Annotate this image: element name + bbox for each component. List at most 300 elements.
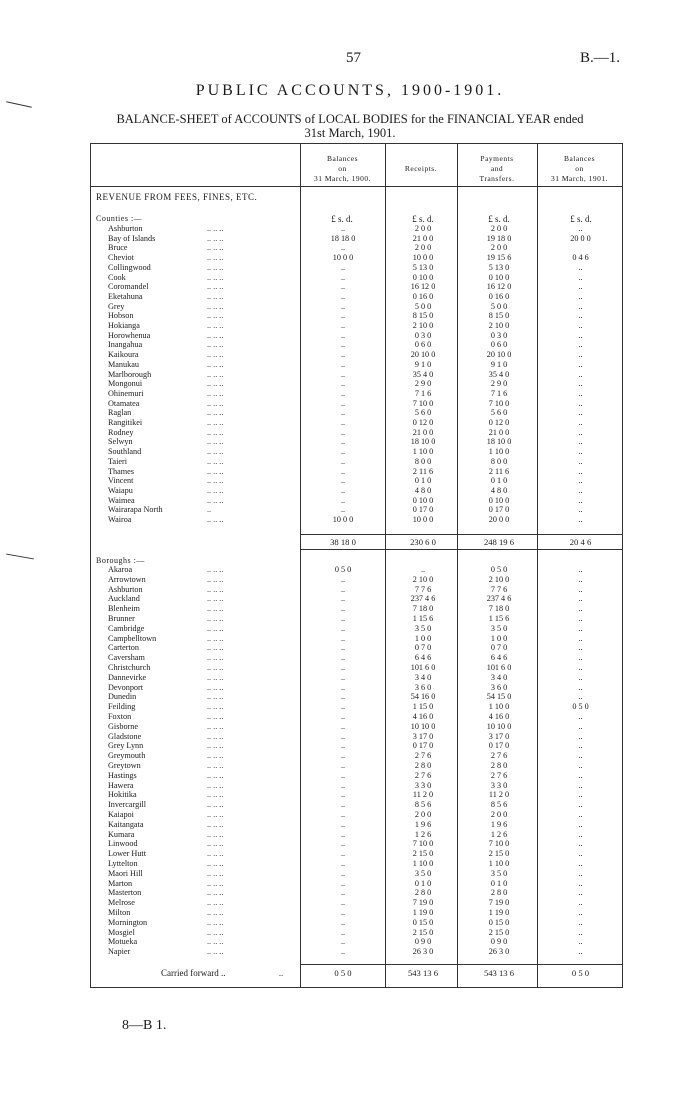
cell-opening-balance: .. — [340, 495, 346, 505]
row-leader-dots: .. .. .. — [207, 427, 224, 437]
table-row — [91, 742, 622, 751]
cell-closing-balance: .. — [578, 330, 583, 340]
cell-closing-balance: .. — [578, 359, 583, 369]
row-leader-dots: .. .. .. — [207, 262, 224, 272]
cell-opening-balance: .. — [340, 898, 346, 908]
cell-payments: 237 4 6 — [486, 594, 512, 604]
cell-payments: 0 12 0 — [488, 418, 510, 427]
row-leader-dots: .. .. .. — [207, 672, 224, 682]
row-leader-dots: .. .. .. — [207, 369, 224, 379]
row-leader-dots: .. .. .. — [207, 379, 224, 389]
table-row — [91, 870, 622, 879]
cell-payments: 2 0 0 — [490, 224, 508, 233]
table-row — [91, 625, 622, 634]
cell-closing-balance: .. — [578, 476, 583, 486]
table-row — [91, 303, 622, 312]
cell-payments: 2 9 0 — [490, 379, 508, 389]
table-row — [91, 312, 622, 321]
row-name: Caversham — [108, 653, 145, 663]
cell-opening-balance: .. — [340, 927, 346, 937]
row-name: Collingwood — [108, 262, 151, 272]
cell-closing-balance: 0 5 0 — [572, 702, 589, 712]
row-name: Milton — [108, 908, 131, 917]
page-number: 57 — [346, 50, 361, 66]
cell-payments: 19 18 0 — [486, 233, 512, 243]
table-row — [91, 909, 622, 918]
row-leader-dots: .. .. .. — [207, 741, 224, 751]
table-row — [91, 703, 622, 712]
row-name: Mosgiel — [108, 927, 135, 937]
row-leader-dots: .. .. .. — [207, 819, 224, 829]
cell-closing-balance: .. — [578, 565, 583, 574]
table-row — [91, 811, 622, 820]
row-name: Horowhenua — [108, 330, 151, 340]
table-row — [91, 782, 622, 791]
cell-opening-balance: 18 18 0 — [330, 233, 356, 243]
cell-receipts: 10 0 0 — [412, 253, 434, 263]
row-name: Marton — [108, 878, 133, 888]
cell-opening-balance: .. — [340, 633, 346, 643]
row-leader-dots: .. .. .. — [207, 623, 224, 633]
cell-receipts: 1 9 6 — [414, 819, 432, 829]
cell-opening-balance: .. — [340, 224, 346, 233]
cell-closing-balance: .. — [578, 340, 583, 350]
cell-receipts: 0 16 0 — [412, 291, 434, 301]
cell-receipts: 9 1 0 — [414, 359, 432, 369]
cell-payments: 7 19 0 — [488, 898, 510, 908]
row-name: Wairoa — [108, 515, 132, 524]
cell-opening-balance: .. — [340, 819, 346, 829]
row-name: Invercargill — [108, 800, 147, 810]
cell-payments: 1 15 6 — [488, 614, 510, 623]
cell-payments: 2 11 6 — [488, 466, 510, 476]
cell-closing-balance: 0 4 6 — [572, 253, 589, 263]
subtitle-line-1: BALANCE-SHEET of ACCOUNTS of LOCAL BODIES for the FINANCIAL YEAR ended — [116, 112, 584, 126]
column-header-line: on — [575, 164, 584, 173]
table-row — [91, 752, 622, 761]
margin-mark — [6, 101, 32, 107]
cell-opening-balance: .. — [340, 937, 346, 947]
row-name: Napier — [108, 947, 131, 957]
cell-closing-balance: .. — [578, 731, 583, 741]
cell-payments: 11 2 0 — [488, 790, 510, 800]
cell-receipts: 7 10 0 — [412, 839, 434, 849]
cell-receipts: 35 4 0 — [412, 369, 434, 379]
table-row — [91, 566, 622, 575]
carried-forward-receipts: 543 13 6 — [407, 968, 439, 978]
cell-receipts: 2 7 6 — [414, 770, 432, 780]
cell-closing-balance: .. — [578, 682, 583, 692]
row-leader-dots: .. .. .. — [207, 584, 224, 594]
table-row — [91, 506, 622, 515]
cell-payments: 4 8 0 — [490, 485, 508, 495]
cell-payments: 8 0 0 — [490, 456, 508, 466]
page-footer: 8—B 1. — [122, 1018, 167, 1033]
cell-receipts: 7 19 0 — [412, 898, 434, 908]
cell-receipts: 3 4 0 — [414, 672, 432, 682]
cell-payments: 3 4 0 — [490, 672, 508, 682]
row-leader-dots: .. .. .. — [207, 398, 224, 408]
cell-opening-balance: .. — [340, 770, 346, 780]
cell-opening-balance: .. — [340, 350, 346, 360]
table-row — [91, 458, 622, 467]
cell-payments: 0 6 0 — [490, 340, 508, 350]
cell-opening-balance: .. — [340, 672, 346, 682]
cell-closing-balance: .. — [578, 819, 583, 829]
cell-opening-balance: .. — [340, 859, 346, 868]
cell-closing-balance: .. — [578, 623, 583, 633]
row-name: Cheviot — [108, 253, 134, 263]
balance-sheet-table — [90, 143, 623, 988]
table-row — [91, 409, 622, 418]
cell-closing-balance: .. — [578, 408, 583, 418]
cell-payments: 0 9 0 — [490, 937, 508, 947]
cell-opening-balance: .. — [340, 614, 346, 623]
cell-closing-balance: .. — [578, 594, 583, 604]
cell-receipts: 20 10 0 — [410, 350, 436, 360]
row-leader-dots: .. .. .. — [207, 330, 224, 340]
cell-closing-balance: .. — [578, 301, 583, 311]
row-leader-dots: .. .. .. — [207, 927, 224, 937]
row-leader-dots: .. .. .. — [207, 682, 224, 692]
row-leader-dots: .. .. .. — [207, 291, 224, 301]
row-name: Waiapu — [108, 485, 133, 495]
column-header-opening-balances — [300, 154, 385, 184]
cell-opening-balance: .. — [340, 447, 346, 457]
row-name: Linwood — [108, 839, 138, 849]
row-name: Bay of Islands — [108, 233, 156, 243]
cell-payments: 1 19 0 — [488, 908, 510, 917]
cell-payments: 18 10 0 — [486, 437, 512, 447]
row-leader-dots: .. .. .. — [207, 761, 224, 770]
table-row — [91, 225, 622, 234]
cell-receipts: 101 6 0 — [410, 663, 436, 672]
cell-receipts: 16 12 0 — [410, 282, 436, 292]
row-name: Rangitikei — [108, 418, 143, 427]
cell-opening-balance: .. — [340, 398, 346, 408]
cell-closing-balance: .. — [578, 447, 583, 457]
unit-header: £ s. d. — [570, 214, 592, 224]
cell-payments: 1 9 6 — [490, 819, 508, 829]
row-name: Mongonui — [108, 379, 143, 389]
cell-opening-balance: .. — [340, 604, 346, 614]
cell-closing-balance: .. — [578, 604, 583, 614]
document-reference: B.—1. — [580, 50, 621, 66]
cell-closing-balance: .. — [578, 495, 583, 505]
row-leader-dots: .. .. .. — [207, 233, 224, 243]
row-name: Gladstone — [108, 731, 142, 741]
carried-forward-label: Carried forward .. — [161, 968, 226, 978]
row-leader-dots: .. .. .. — [207, 495, 224, 505]
table-row — [91, 254, 622, 263]
cell-receipts: 18 10 0 — [410, 437, 436, 447]
cell-receipts: 3 3 0 — [414, 780, 432, 790]
cell-closing-balance: .. — [578, 418, 583, 427]
row-name: Manukau — [108, 359, 139, 369]
row-leader-dots: .. .. .. — [207, 859, 224, 868]
table-row — [91, 477, 622, 486]
table-row — [91, 468, 622, 477]
row-name: Hawera — [108, 780, 134, 790]
cell-closing-balance: .. — [578, 262, 583, 272]
cell-opening-balance: .. — [340, 437, 346, 447]
cell-closing-balance: .. — [578, 692, 583, 702]
cell-closing-balance: .. — [578, 291, 583, 301]
cell-closing-balance: .. — [578, 868, 583, 878]
cell-payments: 5 13 0 — [488, 262, 510, 272]
cell-opening-balance: .. — [340, 741, 346, 751]
cell-opening-balance: .. — [340, 330, 346, 340]
counties-heading: Counties :— — [96, 214, 143, 223]
cell-payments: 7 7 6 — [490, 584, 508, 594]
boroughs-heading: Boroughs :— — [96, 556, 145, 565]
cell-opening-balance: .. — [340, 682, 346, 692]
cell-opening-balance: .. — [340, 301, 346, 311]
cell-receipts: 1 2 6 — [414, 829, 432, 839]
row-name: Grey — [108, 301, 125, 311]
cell-opening-balance: .. — [340, 829, 346, 839]
cell-closing-balance: .. — [578, 839, 583, 849]
table-row — [91, 341, 622, 350]
cell-receipts: 2 0 0 — [414, 243, 432, 253]
row-name: Kaitangata — [108, 819, 144, 829]
row-name: Kumara — [108, 829, 135, 839]
cell-opening-balance: .. — [340, 311, 346, 321]
cell-receipts: 1 19 0 — [412, 908, 434, 917]
cell-receipts: 54 16 0 — [410, 692, 436, 702]
row-name: Hastings — [108, 770, 137, 780]
column-header-line: Receipts. — [404, 164, 438, 173]
table-row — [91, 733, 622, 742]
page-title: PUBLIC ACCOUNTS, 1900-1901. — [195, 82, 505, 99]
cell-receipts: 10 10 0 — [410, 721, 436, 731]
row-leader-dots: .. .. .. — [207, 663, 224, 672]
subtotal-rule — [300, 534, 622, 535]
cell-closing-balance: .. — [578, 643, 583, 653]
cell-receipts: 3 5 0 — [414, 623, 432, 633]
row-leader-dots: .. .. .. — [207, 350, 224, 360]
table-row — [91, 762, 622, 771]
cell-opening-balance: .. — [340, 780, 346, 790]
cell-payments: 2 10 0 — [488, 321, 510, 330]
cell-payments: 2 7 6 — [490, 751, 508, 761]
cell-receipts: 0 12 0 — [412, 418, 434, 427]
cell-closing-balance: .. — [578, 515, 583, 524]
counties-total-opening: 38 18 0 — [330, 537, 356, 547]
cell-payments: 7 18 0 — [488, 604, 510, 614]
row-leader-dots: .. .. .. — [207, 224, 224, 233]
cell-closing-balance: .. — [578, 663, 583, 672]
row-name: Maori Hill — [108, 868, 143, 878]
table-row — [91, 361, 622, 370]
cell-receipts: 2 11 6 — [412, 466, 434, 476]
row-leader-dots: .. .. .. — [207, 692, 224, 702]
cell-payments: 0 17 0 — [488, 741, 510, 751]
cell-closing-balance: .. — [578, 633, 583, 643]
row-leader-dots: .. .. .. — [207, 476, 224, 486]
table-row — [91, 235, 622, 244]
row-name: Feilding — [108, 702, 136, 712]
cell-closing-balance: .. — [578, 369, 583, 379]
cell-opening-balance: 0 5 0 — [334, 565, 352, 574]
cell-opening-balance: .. — [340, 243, 346, 253]
row-name: Waimea — [108, 495, 135, 505]
cell-opening-balance: .. — [340, 466, 346, 476]
table-row — [91, 840, 622, 849]
row-leader-dots: .. .. .. — [207, 712, 224, 721]
table-row — [91, 595, 622, 604]
cell-closing-balance: .. — [578, 272, 583, 282]
row-name: Arrowtown — [108, 574, 146, 584]
row-name: Wairarapa North — [108, 505, 163, 515]
row-name: Marlborough — [108, 369, 152, 379]
cell-closing-balance: .. — [578, 859, 583, 868]
cell-payments: 101 6 0 — [486, 663, 512, 672]
cell-closing-balance: .. — [578, 584, 583, 594]
row-name: Motueka — [108, 937, 138, 947]
cell-opening-balance: .. — [340, 839, 346, 849]
row-leader-dots: .. .. .. — [207, 408, 224, 418]
cell-opening-balance: .. — [340, 427, 346, 437]
cell-opening-balance: .. — [340, 584, 346, 594]
cell-receipts: 6 4 6 — [414, 653, 432, 663]
cell-opening-balance: .. — [340, 663, 346, 672]
row-leader-dots: .. .. .. — [207, 614, 224, 623]
cell-payments: 5 6 0 — [490, 408, 508, 418]
cell-opening-balance: .. — [340, 692, 346, 702]
column-header-line: 31 March, 1900. — [313, 174, 372, 183]
cell-receipts: 2 10 0 — [412, 574, 434, 584]
table-row — [91, 380, 622, 389]
cell-receipts: 2 15 0 — [412, 849, 434, 859]
cell-receipts: .. — [420, 565, 426, 574]
cell-opening-balance: .. — [340, 790, 346, 800]
cell-closing-balance: .. — [578, 653, 583, 663]
cell-opening-balance: .. — [340, 623, 346, 633]
table-row — [91, 880, 622, 889]
cell-payments: 2 7 6 — [490, 770, 508, 780]
cell-closing-balance: .. — [578, 437, 583, 447]
cell-receipts: 2 15 0 — [412, 927, 434, 937]
cell-receipts: 0 6 0 — [414, 340, 432, 350]
unit-header: £ s. d. — [412, 214, 434, 224]
row-leader-dots: .. .. .. — [207, 321, 224, 330]
carried-forward-dots: .. — [278, 968, 284, 978]
row-name: Rodney — [108, 427, 134, 437]
row-name: Otamatea — [108, 398, 140, 408]
table-row — [91, 293, 622, 302]
row-name: Vincent — [108, 476, 134, 486]
cell-payments: 1 10 0 — [488, 447, 510, 457]
cell-payments: 9 1 0 — [490, 359, 508, 369]
cell-receipts: 7 1 6 — [414, 388, 432, 398]
cell-receipts: 2 7 6 — [414, 751, 432, 761]
cell-closing-balance: .. — [578, 712, 583, 721]
cell-opening-balance: .. — [340, 712, 346, 721]
cell-closing-balance: .. — [578, 878, 583, 888]
cell-payments: 0 15 0 — [488, 917, 510, 927]
cell-payments: 0 10 0 — [488, 495, 510, 505]
cell-receipts: 4 8 0 — [414, 485, 432, 495]
table-row — [91, 429, 622, 438]
cell-opening-balance: .. — [340, 731, 346, 741]
row-leader-dots: .. .. .. — [207, 437, 224, 447]
column-header-line: Balances — [563, 154, 596, 163]
table-row — [91, 322, 622, 331]
cell-payments: 0 7 0 — [490, 643, 508, 653]
row-leader-dots: .. .. .. — [207, 301, 224, 311]
cell-payments: 3 5 0 — [490, 623, 508, 633]
row-leader-dots: .. .. .. — [207, 418, 224, 427]
table-row — [91, 487, 622, 496]
cell-payments: 0 5 0 — [490, 565, 508, 574]
row-leader-dots: .. .. .. — [207, 888, 224, 898]
row-name: Greytown — [108, 761, 141, 770]
cell-receipts: 0 10 0 — [412, 495, 434, 505]
cell-payments: 4 16 0 — [488, 712, 510, 721]
cell-payments: 0 3 0 — [490, 330, 508, 340]
row-leader-dots: .. .. .. — [207, 770, 224, 780]
table-row — [91, 929, 622, 938]
table-row — [91, 351, 622, 360]
cell-payments: 0 1 0 — [490, 476, 508, 486]
row-name: Auckland — [108, 594, 140, 604]
row-name: Raglan — [108, 408, 132, 418]
cell-closing-balance: .. — [578, 790, 583, 800]
row-name: Selwyn — [108, 437, 133, 447]
cell-payments: 0 1 0 — [490, 878, 508, 888]
column-header-line: Payments — [480, 154, 514, 163]
cell-closing-balance: .. — [578, 388, 583, 398]
row-leader-dots: .. — [207, 505, 212, 515]
table-row — [91, 938, 622, 947]
cell-payments: 7 10 0 — [488, 839, 510, 849]
cell-payments: 10 10 0 — [486, 721, 512, 731]
cell-receipts: 7 10 0 — [412, 398, 434, 408]
row-leader-dots: .. .. .. — [207, 447, 224, 457]
cell-closing-balance: .. — [578, 350, 583, 360]
row-name: Bruce — [108, 243, 128, 253]
cell-opening-balance: .. — [340, 878, 346, 888]
cell-closing-balance: .. — [578, 888, 583, 898]
row-leader-dots: .. .. .. — [207, 456, 224, 466]
cell-closing-balance: .. — [578, 505, 583, 515]
row-leader-dots: .. .. .. — [207, 790, 224, 800]
cell-opening-balance: .. — [340, 751, 346, 761]
table-row — [91, 850, 622, 859]
row-leader-dots: .. .. .. — [207, 731, 224, 741]
cell-payments: 2 8 0 — [490, 888, 508, 898]
cell-opening-balance: .. — [340, 282, 346, 292]
cell-payments: 0 17 0 — [488, 505, 510, 515]
row-name: Cook — [108, 272, 126, 282]
cell-opening-balance: .. — [340, 359, 346, 369]
cell-receipts: 0 17 0 — [412, 741, 434, 751]
cell-receipts: 0 1 0 — [414, 476, 432, 486]
cell-closing-balance: .. — [578, 672, 583, 682]
cell-closing-balance: .. — [578, 947, 583, 957]
cell-payments: 5 0 0 — [490, 301, 508, 311]
row-leader-dots: .. .. .. — [207, 898, 224, 908]
row-name: Foxton — [108, 712, 132, 721]
cell-opening-balance: .. — [340, 321, 346, 330]
cell-closing-balance: .. — [578, 741, 583, 751]
table-row — [91, 371, 622, 380]
row-leader-dots: .. .. .. — [207, 340, 224, 350]
cell-receipts: 10 0 0 — [412, 515, 434, 524]
column-header-line: 31 March, 1901. — [550, 174, 609, 183]
cell-closing-balance: .. — [578, 770, 583, 780]
